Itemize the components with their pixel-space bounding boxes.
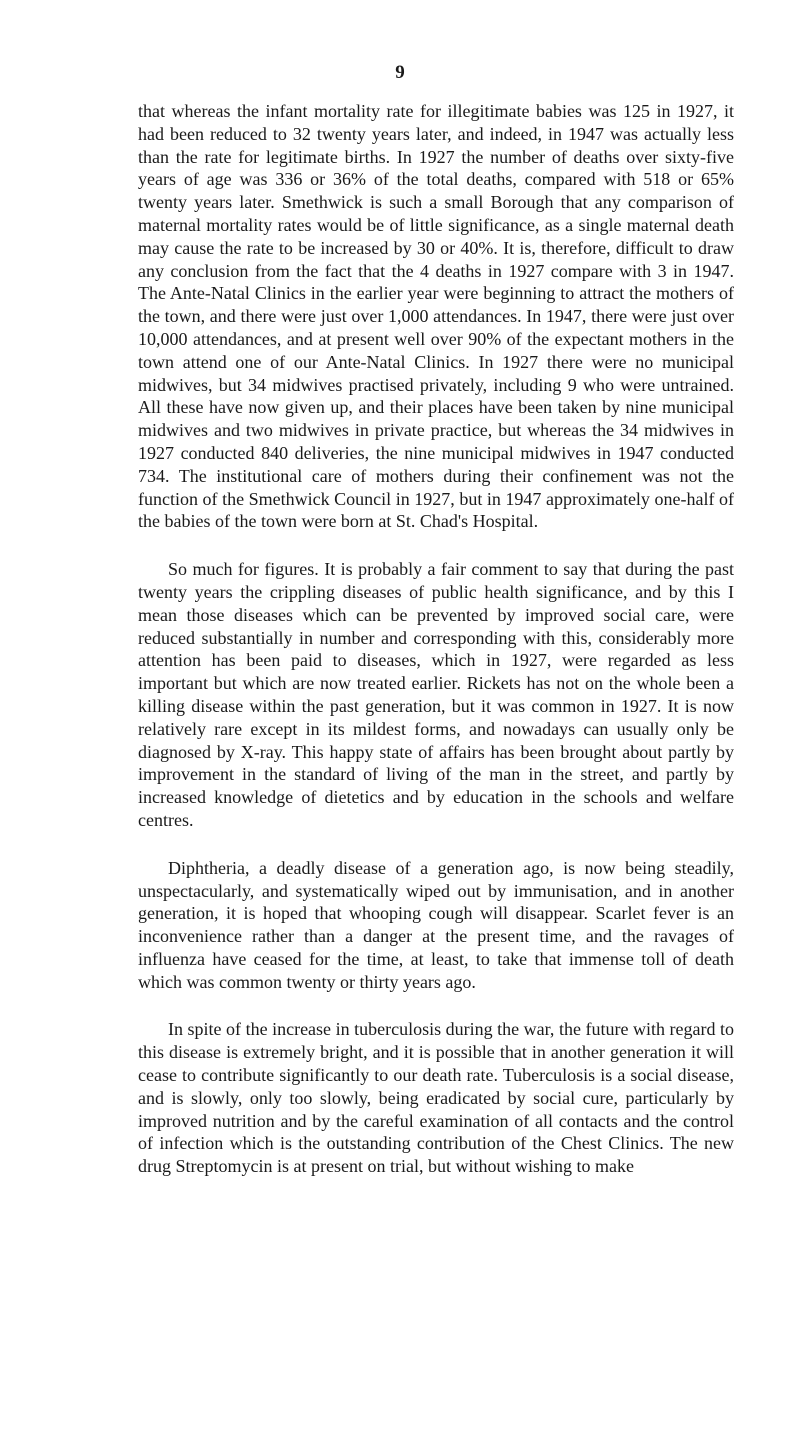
paragraph-tuberculosis: In spite of the increase in tuberculosis during the war, the future with regard to this disease is extremely bright, and it is possible that in another generation it will cease to contribute significantly to our death rate. Tuberculosis is a social disease, and is slowly, only too slowly, being eradicated by social cure, particularly by improved nutrition and by the careful examination of all contacts and the control of infection which is the outstanding contribution of the Chest Clinics. The new drug Streptomycin is at present on trial, but without wishing to make — [138, 1019, 734, 1177]
paragraph-diphtheria: Diphtheria, a deadly disease of a generation ago, is now being steadily, unspectacularly, and systematically wiped out by immunisation, and in another generation, it is hoped that whooping cough will disappear. Scarlet fever is an inconvenience rather than a danger at the present time, and the ravages of influenza have ceased for the time, at least, to take that immense toll of death which was common twenty or thirty years ago. — [138, 857, 734, 992]
paragraph-statistics: that whereas the infant mortality rate for illegitimate babies was 125 in 1927, it had been reduced to 32 twenty years later, and indeed, in 1947 was actually less than the rate for legitimate births. In 1927 the number of deaths over sixty-five years of age was 336 or 36% of the total deaths, compared with 518 or 65% twenty years later. Smethwick is such a small Borough that any comparison of maternal mortality rates would be of little significance, as a single maternal death may cause the rate to be increased by 30 or 40%. It is, therefore, difficult to draw any conclusion from the fact that the 4 deaths in 1927 compare with 3 in 1947. The Ante-Natal Clinics in the earlier year were beginning to attract the mothers of the town, and there were just over 1,000 attendances. In 1947, there were just over 10,000 attendances, and at present well over 90% of the expectant mothers in the town attend one of our Ante-Natal Clinics. In 1927 there were no municipal midwives, but 34 midwives practised privately, including 9 who were untrained. All these have now given up, and their places have been taken by nine municipal midwives and two midwives in private practice, but whereas the 34 midwives in 1927 conducted 840 deliveries, the nine municipal midwives in 1947 conducted 734. The institutional care of mothers during their confinement was not the function of the Smethwick Council in 1927, but in 1947 approximately one-half of the babies of the town were born at St. Chad's Hospital. — [138, 101, 734, 532]
paragraph-crippling-diseases: So much for figures. It is probably a fair comment to say that during the past twenty years the crippling diseases of public health significance, and by this I mean those diseases which can be prevented by improved social care, were reduced substantially in number and corresponding with this, considerably more attention has been paid to diseases, which in 1927, were regarded as less important but which are now treated earlier. Rickets has not on the whole been a killing disease within the past generation, but it was common in 1927. It is now relatively rare except in its mildest forms, and nowadays can usually only be diagnosed by X-ray. This happy state of affairs has been brought about partly by improvement in the standard of living of the man in the street, and partly by increased knowledge of dietetics and by education in the schools and welfare centres. — [138, 559, 734, 830]
body-text — [138, 100, 734, 1178]
page-number: 9 — [395, 62, 405, 83]
